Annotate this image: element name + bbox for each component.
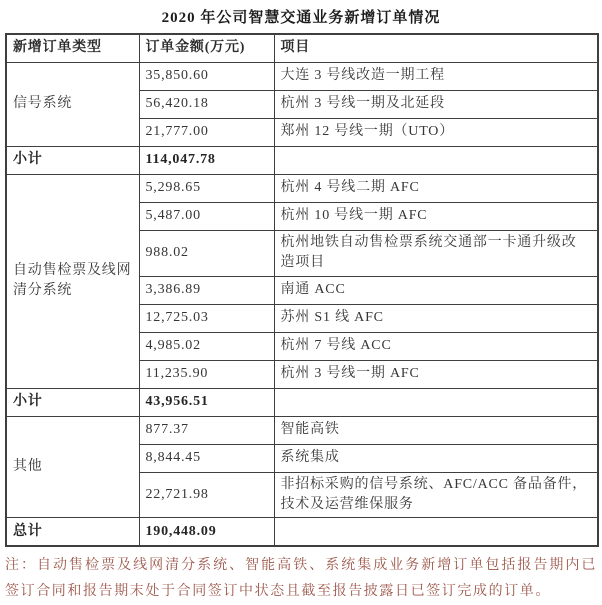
- subtotal-row: [6, 388, 598, 416]
- orders-table: [5, 33, 599, 547]
- total-amount: 190,448.09: [139, 518, 274, 547]
- amount-cell: 56,420.18: [139, 91, 274, 119]
- project-cell: 智能高铁: [274, 416, 598, 444]
- header-project: 项目: [274, 34, 598, 63]
- subtotal-label: 小计: [6, 388, 139, 416]
- amount-cell: 22,721.98: [139, 472, 274, 518]
- total-label: 总计: [6, 518, 139, 547]
- subtotal-row: [6, 147, 598, 175]
- amount-cell: 3,386.89: [139, 276, 274, 304]
- amount-cell: 5,487.00: [139, 203, 274, 231]
- empty-cell: [274, 518, 598, 547]
- header-order-type: 新增订单类型: [6, 34, 139, 63]
- project-cell: 南通 ACC: [274, 276, 598, 304]
- subtotal-amount: 114,047.78: [139, 147, 274, 175]
- project-cell: 苏州 S1 线 AFC: [274, 304, 598, 332]
- amount-cell: 4,985.02: [139, 332, 274, 360]
- table-row: [6, 63, 598, 91]
- table-row: [6, 416, 598, 444]
- amount-cell: 35,850.60: [139, 63, 274, 91]
- empty-cell: [274, 147, 598, 175]
- category-cell-other: 其他: [6, 416, 139, 518]
- table-row: [6, 175, 598, 203]
- amount-cell: 11,235.90: [139, 360, 274, 388]
- project-cell: 郑州 12 号线一期（UTO）: [274, 119, 598, 147]
- empty-cell: [274, 388, 598, 416]
- project-cell: 杭州地铁自动售检票系统交通部一卡通升级改造项目: [274, 231, 598, 277]
- project-cell: 杭州 3 号线一期 AFC: [274, 360, 598, 388]
- category-cell-signal-system: 信号系统: [6, 63, 139, 147]
- project-cell: 非招标采购的信号系统、AFC/ACC 备品备件，技术及运营维保服务: [274, 472, 598, 518]
- project-cell: 杭州 10 号线一期 AFC: [274, 203, 598, 231]
- project-cell: 大连 3 号线改造一期工程: [274, 63, 598, 91]
- category-cell-afc-acc-system: 自动售检票及线网清分系统: [6, 175, 139, 389]
- project-cell: 系统集成: [274, 444, 598, 472]
- subtotal-label: 小计: [6, 147, 139, 175]
- footnote: 注：自动售检票及线网清分系统、智能高铁、系统集成业务新增订单包括报告期内已签订合同和报告期末处于合同签订中状态且截至报告披露日已签订完成的订单。: [5, 558, 597, 600]
- table-header-row: [6, 34, 598, 63]
- header-order-amount: 订单金额(万元): [139, 34, 274, 63]
- total-row: [6, 518, 598, 547]
- subtotal-amount: 43,956.51: [139, 388, 274, 416]
- amount-cell: 877.37: [139, 416, 274, 444]
- amount-cell: 12,725.03: [139, 304, 274, 332]
- page-title: 2020 年公司智慧交通业务新增订单情况: [161, 10, 441, 26]
- amount-cell: 8,844.45: [139, 444, 274, 472]
- amount-cell: 5,298.65: [139, 175, 274, 203]
- project-cell: 杭州 7 号线 ACC: [274, 332, 598, 360]
- project-cell: 杭州 4 号线二期 AFC: [274, 175, 598, 203]
- amount-cell: 988.02: [139, 231, 274, 277]
- project-cell: 杭州 3 号线一期及北延段: [274, 91, 598, 119]
- amount-cell: 21,777.00: [139, 119, 274, 147]
